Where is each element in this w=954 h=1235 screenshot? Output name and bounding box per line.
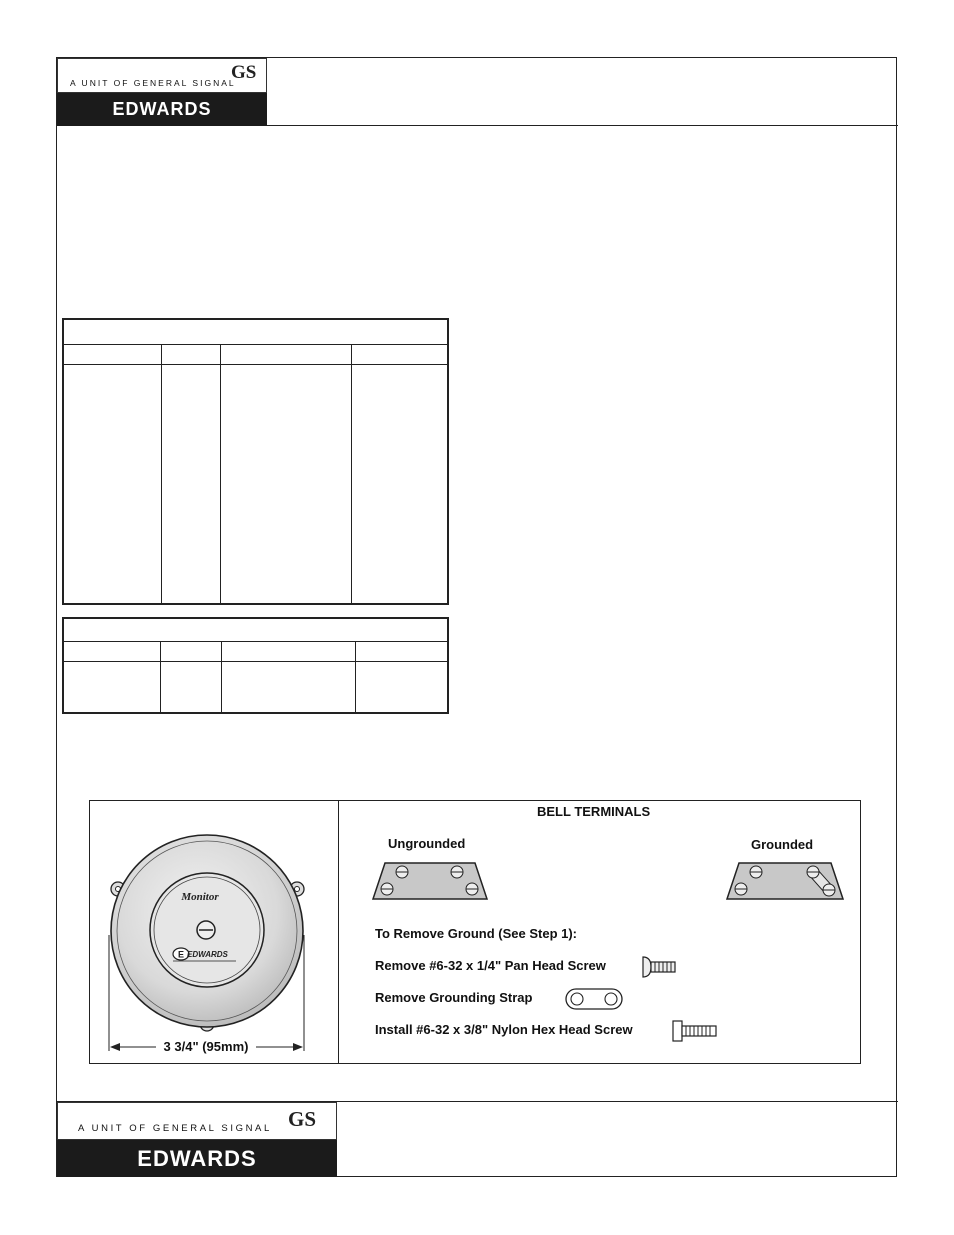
table-cell	[221, 364, 352, 604]
center-screw-icon	[197, 921, 215, 939]
dimension-label: 3 3/4" (95mm)	[163, 1039, 249, 1054]
terminal-screw-icon	[451, 866, 463, 878]
table-cell	[222, 661, 356, 713]
grounded-label: Grounded	[751, 837, 814, 852]
table-header-cell	[63, 344, 162, 364]
table-row	[63, 364, 448, 604]
gs-monogram: GS	[231, 62, 257, 83]
logo-tagline-box	[57, 1102, 337, 1140]
table-cell	[352, 364, 449, 604]
logo-tagline-box	[57, 58, 267, 93]
pan-head-screw-icon	[641, 954, 677, 980]
spec-table-secondary	[62, 617, 449, 714]
nylon-hex-screw-icon	[671, 1018, 719, 1044]
step-remove-pan-screw: Remove #6-32 x 1/4" Pan Head Screw	[375, 958, 606, 973]
grounded-terminal-icon	[725, 860, 845, 902]
terminal-screw-icon	[823, 884, 835, 896]
table-title-row	[63, 319, 448, 344]
ungrounded-terminal-icon	[371, 860, 489, 902]
figure-divider	[338, 800, 339, 1064]
terminal-screw-icon	[466, 883, 478, 895]
step-install-nylon-screw: Install #6-32 x 3/8" Nylon Hex Head Screw	[375, 1022, 633, 1037]
table-header-cell	[161, 641, 222, 661]
ungrounded-label: Ungrounded	[388, 836, 466, 851]
table-cell	[63, 661, 161, 713]
table-row	[63, 661, 448, 713]
terminal-screw-icon	[750, 866, 762, 878]
table-header-cell	[352, 344, 449, 364]
bell-terminals-title: BELL TERMINALS	[537, 804, 651, 819]
table-cell	[63, 364, 162, 604]
spec-table-primary	[62, 318, 449, 605]
terminal-screw-icon	[735, 883, 747, 895]
header-logo	[57, 58, 267, 126]
footer-logo	[57, 1102, 337, 1177]
bell-brand-label: EDWARDS	[187, 950, 228, 959]
step-remove-strap: Remove Grounding Strap	[375, 990, 533, 1005]
table-cell	[162, 364, 221, 604]
instructions-title: To Remove Ground (See Step 1):	[375, 926, 578, 941]
table-header-cell	[222, 641, 356, 661]
table-header-cell	[162, 344, 221, 364]
terminal-screw-icon	[381, 883, 393, 895]
logo-tagline: A UNIT OF GENERAL SIGNAL	[78, 1123, 272, 1134]
table-title-row	[63, 618, 448, 641]
grounding-strap-icon	[564, 986, 624, 1012]
table-cell	[356, 661, 449, 713]
gs-monogram: GS	[288, 1107, 317, 1131]
table-header-cell	[356, 641, 449, 661]
bell-model-label: Monitor	[181, 891, 219, 903]
terminal-screw-icon	[807, 866, 819, 878]
table-header-cell	[221, 344, 352, 364]
logo-brand: EDWARDS	[57, 93, 267, 126]
terminal-screw-icon	[396, 866, 408, 878]
svg-text:E: E	[177, 949, 185, 960]
logo-tagline: A UNIT OF GENERAL SIGNAL	[70, 78, 236, 88]
bell-illustration	[90, 801, 337, 1063]
table-header-cell	[63, 641, 161, 661]
table-cell	[161, 661, 222, 713]
logo-brand: EDWARDS	[57, 1140, 337, 1177]
